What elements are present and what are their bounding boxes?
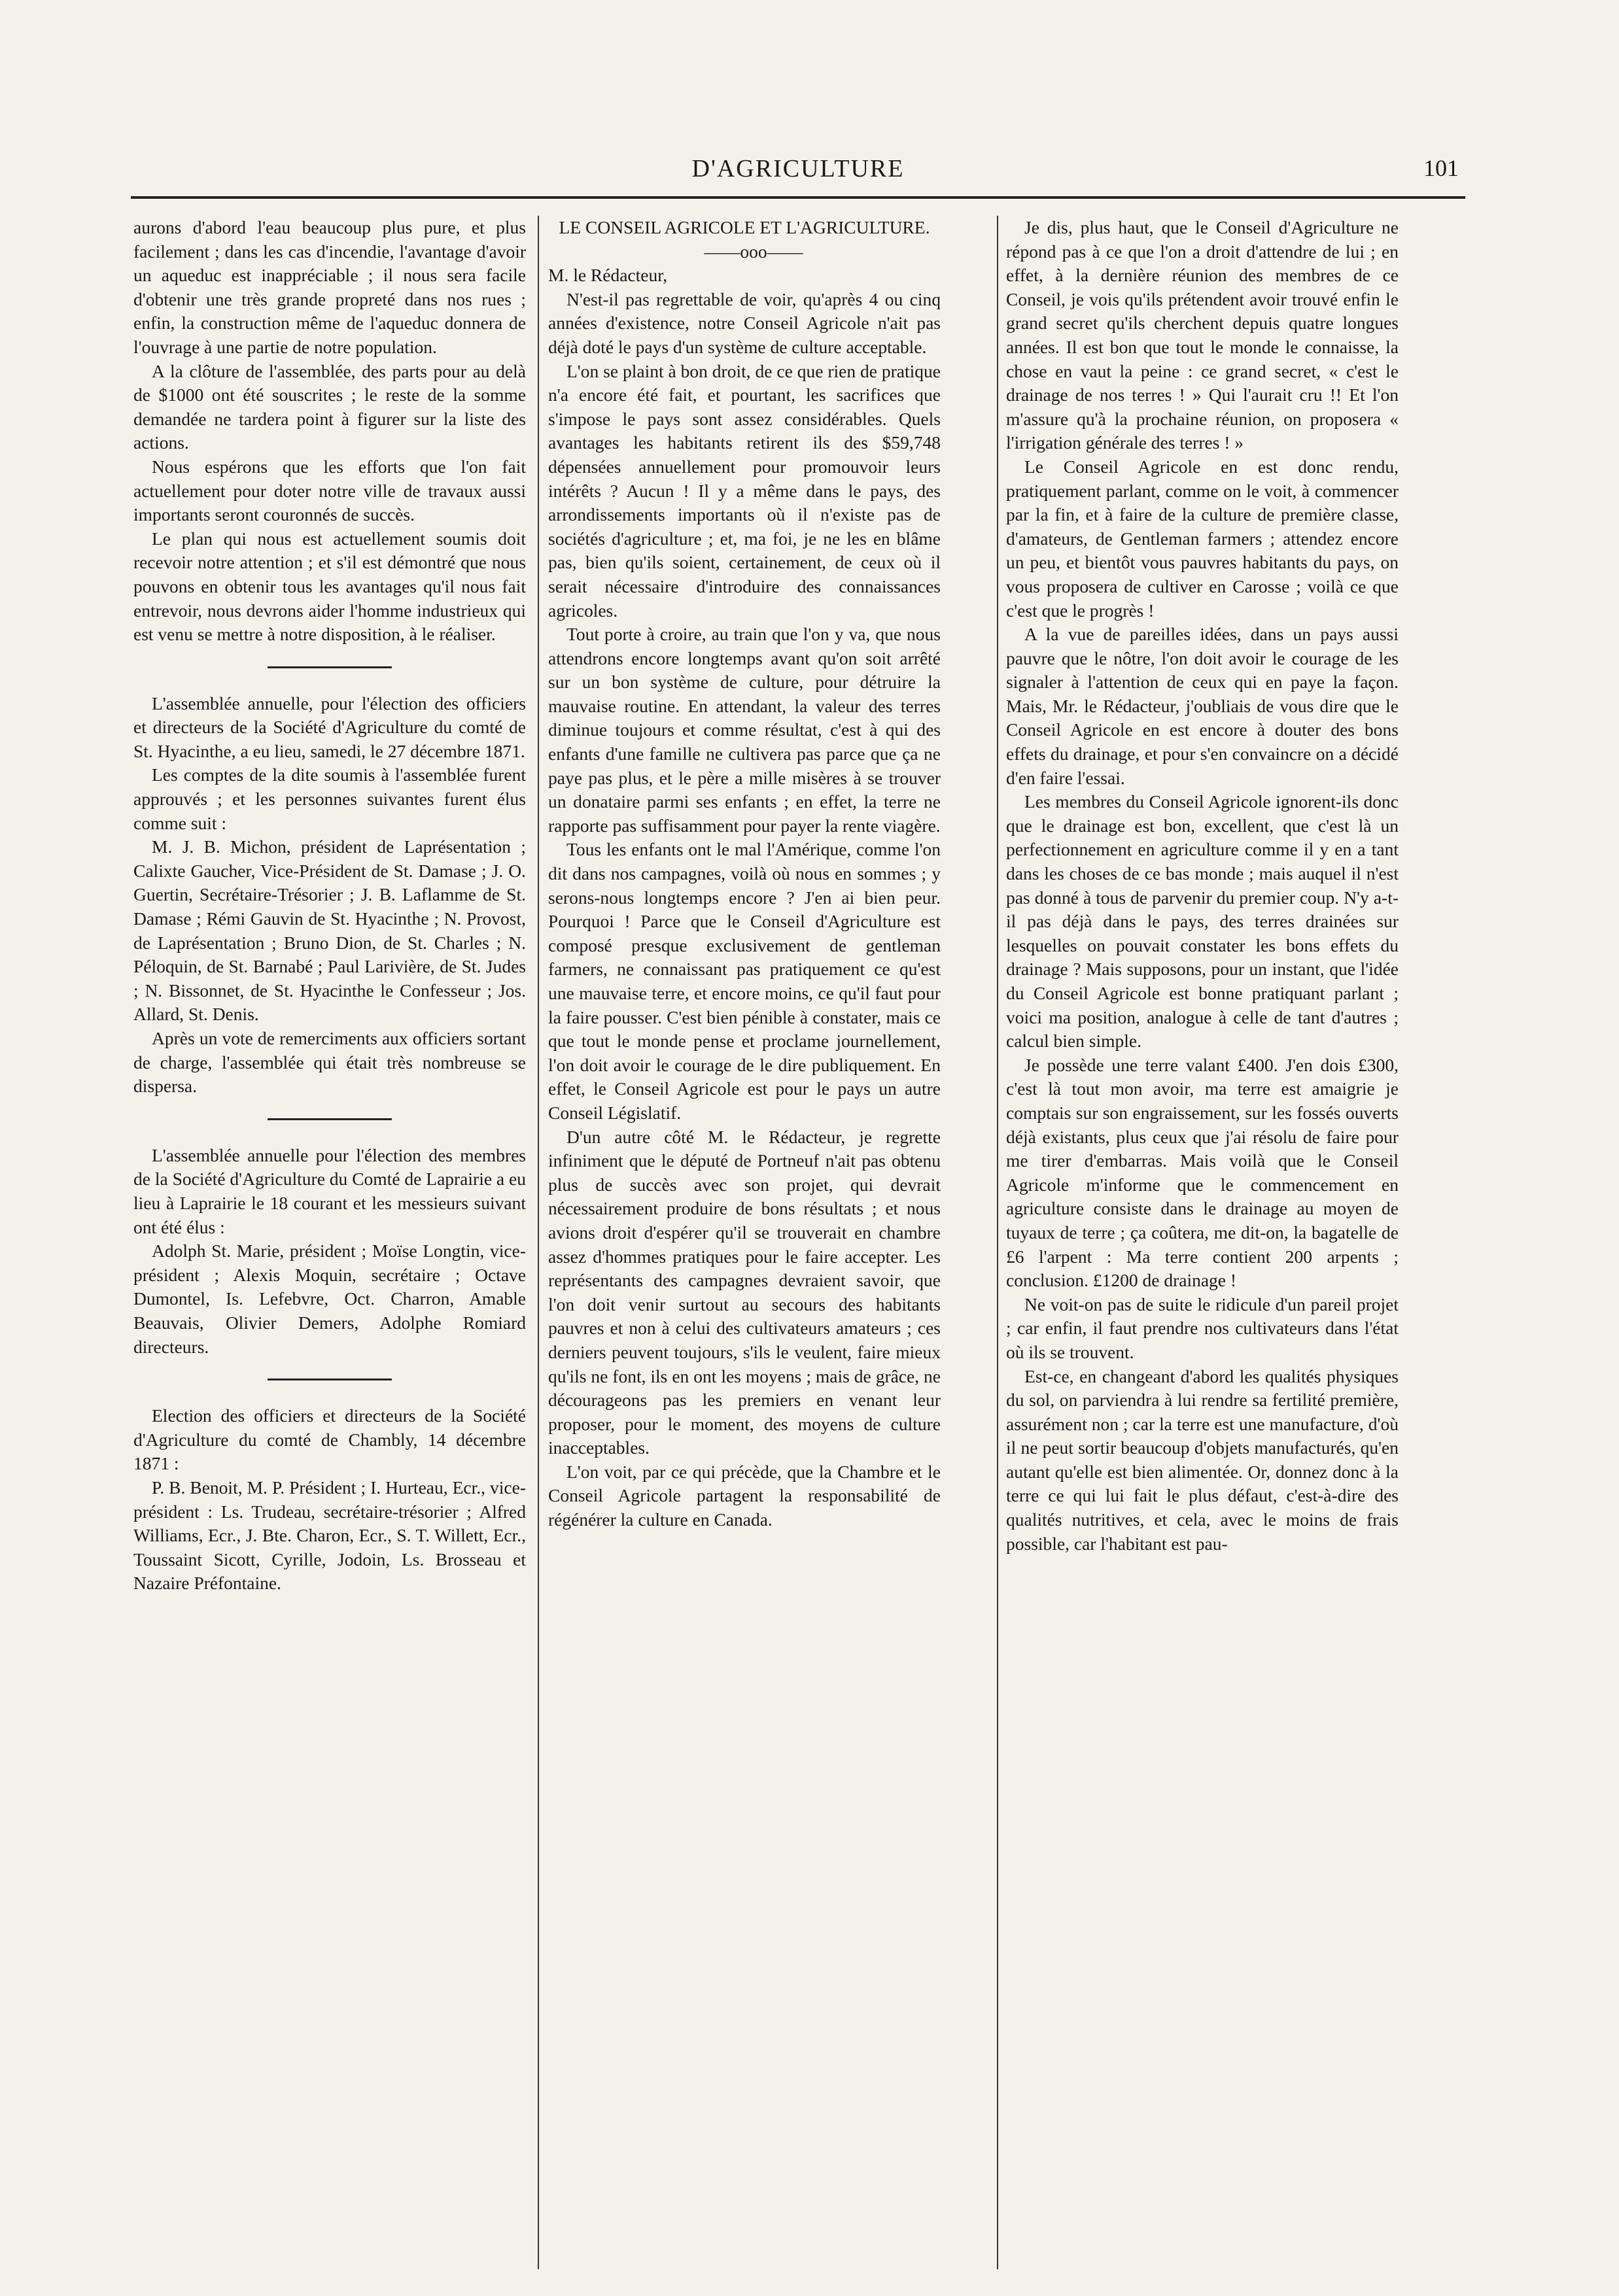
article-title: LE CONSEIL AGRICOLE ET L'AGRICULTURE. xyxy=(559,217,930,237)
paragraph: N'est-il pas regrettable de voir, qu'après 4 ou cinq années d'existence, notre Conseil Agricole n'ait pas déjà doté le pays d'un système de culture acceptable. xyxy=(548,288,941,357)
paragraph: Le Conseil Agricole en est donc rendu, pratiquement parlant, comme on le voit, à commencer par la fin, et à faire de la culture de première classe, d'amateurs, de Gentleman farmers ; attendez encore un peu, et bientôt vous pauvres habitants du pays, on vous proposera de cultiver en Carosse ; voilà ce que c'est que le progrès ! xyxy=(1006,456,1399,621)
page-number: 101 xyxy=(1423,155,1459,181)
paragraph: Nous espérons que les efforts que l'on fait actuellement pour doter notre ville de travaux aussi importants seront couronnés de succès. xyxy=(133,456,526,525)
paragraph: M. J. B. Michon, président de Laprésentation ; Calixte Gaucher, Vice-Président de St. Damase ; J. O. Guertin, Secrétaire-Trésorier ; J. B. Laflamme de St. Damase ; Rémi Gauvin de St. Hyacinthe ; N. Provost, de Laprésentation ; Bruno Dion, de St. Charles ; N. Péloquin, de St. Barnabé ; Paul Larivière, de St. Judes ; N. Bissonnet, de St. Hyacinthe le Confesseur ; Jos. Allard, St. Denis. xyxy=(133,836,526,1025)
section-separator xyxy=(268,666,392,668)
running-title: D'AGRICULTURE xyxy=(691,155,905,182)
section-separator xyxy=(268,1379,392,1380)
section-separator xyxy=(268,1118,392,1120)
column-divider xyxy=(538,216,539,2269)
paragraph: L'assemblée annuelle pour l'élection des membres de la Société d'Agriculture du Comté de Laprairie a eu lieu à Laprairie le 18 courant et les messieurs suivant ont été élus : xyxy=(133,1144,526,1237)
paragraph: aurons d'abord l'eau beaucoup plus pure, et plus facilement ; dans les cas d'incendie, l'avantage d'avoir un aqueduc est inappréciable ; il nous sera facile d'obtenir une très grande propreté dans nos rues ; enfin, la construction même de l'aqueduc donnera de l'ouvrage à une partie de notre population. xyxy=(133,217,526,357)
paragraph: Les membres du Conseil Agricole ignorent-ils donc que le drainage est bon, excellent, que c'est là un perfectionnement en agriculture comme il y en a tant dans les choses de ce bas monde ; mais auquel il n'est pas donné à tous de parvenir du premier coup. N'y a-t-il pas déjà dans le pays, des terres drainées sur lesquelles on pouvait constater les bons effets du drainage ? Mais supposons, pour un instant, que l'idée du Conseil Agricole est bonne pratiquant parlant ; voici ma position, analogue à celle de tant d'autres ; calcul bien simple. xyxy=(1006,791,1399,1052)
page-header xyxy=(131,154,1465,194)
paragraph: L'on voit, par ce qui précède, que la Chambre et le Conseil Agricole partagent la responsabilité de régénérer la culture en Canada. xyxy=(548,1461,941,1530)
column-middle xyxy=(548,216,941,2269)
paragraph: Tous les enfants ont le mal l'Amérique, comme l'on dit dans nos campagnes, voilà où nous en sommes ; y serons-nous longtemps encore ? J'en ai bien peur. Pourquoi ! Parce que le Conseil d'Agriculture est composé presque exclusivement de gentleman farmers, ne connaissant pas pratiquement ce qu'est une mauvaise terre, et encore moins, ce qu'il faut pour la faire pousser. C'est bien pénible à constater, mais ce que tout le monde pense et proclame journellement, l'on doit avoir le courage de le dire publiquement. En effet, le Conseil Agricole est pour le pays un autre Conseil Législatif. xyxy=(548,839,941,1123)
title-ornament: ——ooo—— xyxy=(704,241,803,262)
paragraph: L'on se plaint à bon droit, de ce que rien de pratique n'a encore été fait, et pourtant, les sacrifices que s'impose le pays sont assez considérables. Quels avantages les habitants retirent ils des $59,748 dépensées annuellement pour promouvoir leurs intérêts ? Aucun ! Il y a même dans le pays, des arrondissements importants où il n'existe pas de sociétés d'agriculture ; et, ma foi, je ne les en blâme pas, bien qu'ils soient, certainement, de ceux où il serait nécessaire d'introduire des connaissances agricoles. xyxy=(548,360,941,621)
paragraph: Le plan qui nous est actuellement soumis doit recevoir notre attention ; et s'il est démontré que nous pouvons en obtenir tous les avantages qu'il nous fait entrevoir, nous devrons aider l'homme industrieux qui est venu se mettre à notre disposition, à le réaliser. xyxy=(133,528,526,645)
paragraph: Je dis, plus haut, que le Conseil d'Agriculture ne répond pas à ce que l'on a droit d'attendre de lui ; en effet, à la dernière réunion des membres de ce Conseil, je vois qu'ils prétendent avoir trouvé enfin le grand secret qu'ils cherchent depuis quatre longues années. Il est bon que tout le monde le connaisse, la chose en vaut la peine : ce grand secret, « c'est le drainage de nos terres ! » Qui l'aurait cru !! Et l'on m'assure qu'à la prochaine réunion, on proposera « l'irrigation générale des terres ! » xyxy=(1006,217,1399,453)
column-right xyxy=(1006,216,1399,2269)
paragraph: Adolph St. Marie, président ; Moïse Longtin, vice-président ; Alexis Moquin, secrétaire ; Octave Dumontel, Is. Lefebvre, Oct. Charron, Amable Beauvais, Olivier Demers, Adolphe Romiard directeurs. xyxy=(133,1241,526,1357)
paragraph: A la clôture de l'assemblée, des parts pour au delà de $1000 ont été souscrites ; le reste de la somme demandée ne tardera point à figurer sur la liste des actions. xyxy=(133,360,526,453)
paragraph: Ne voit-on pas de suite le ridicule d'un pareil projet ; car enfin, il faut prendre nos cultivateurs dans l'état où ils se trouvent. xyxy=(1006,1294,1399,1362)
column-left xyxy=(133,216,526,2269)
paragraph: Les comptes de la dite soumis à l'assemblée furent approuvés ; et les personnes suivantes furent élus comme suit : xyxy=(133,764,526,833)
paragraph: D'un autre côté M. le Rédacteur, je regrette infiniment que le député de Portneuf n'ait pas obtenu plus de succès avec son projet, qui devrait nécessairement produire de bons résultats ; et nous avions droit d'espérer qu'il se trouverait en chambre assez d'hommes pratiques pour le faire accepter. Les représentants des campagnes devraient savoir, que l'on doit venir surtout au secours des habitants pauvres et non à celui des cultivateurs amateurs ; ces derniers peuvent toujours, s'ils le veulent, faire mieux qu'ils ne font, ils en ont les moyens ; mais de grâce, ne décourageons pas les premiers en venant leur proposer, pour le moment, des moyens de culture inacceptables. xyxy=(548,1126,941,1458)
paragraph: M. le Rédacteur, xyxy=(548,265,668,286)
paragraph: Tout porte à croire, au train que l'on y va, que nous attendrons encore longtemps avant qu'on soit arrêté sur un bon système de culture, pour détruire la mauvaise routine. En attendant, la valeur des terres diminue toujours et comme résultat, c'est à qui des enfants d'une famille ne cultivera pas parce que ça ne paye pas plus, et le père a mille misères à se trouver un donataire parmi ses enfants ; en effet, la terre ne rapporte pas suffisamment pour payer la rente viagère. xyxy=(548,624,941,836)
header-rule xyxy=(131,196,1465,199)
paragraph: A la vue de pareilles idées, dans un pays aussi pauvre que le nôtre, l'on doit avoir le courage de les signaler à l'attention de ceux qui en paye la façon. Mais, Mr. le Rédacteur, j'oubliais de vous dire que le Conseil Agricole en est encore à douter des bons effets du drainage, et pour s'en convaincre on a décidé d'en faire l'essai. xyxy=(1006,624,1399,788)
paragraph: Après un vote de remerciments aux officiers sortant de charge, l'assemblée qui était très nombreuse se dispersa. xyxy=(133,1028,526,1097)
paragraph: Election des officiers et directeurs de la Société d'Agriculture du comté de Chambly, 14 décembre 1871 : xyxy=(133,1405,526,1474)
paragraph: P. B. Benoit, M. P. Président ; I. Hurteau, Ecr., vice-président : Ls. Trudeau, secrétaire-trésorier ; Alfred Williams, Ecr., J. Bte. Charon, Ecr., S. T. Willett, Ecr., Toussaint Sicott, Cyrille, Jodoin, Ls. Brosseau et Nazaire Préfontaine. xyxy=(133,1477,526,1594)
paragraph: L'assemblée annuelle, pour l'élection des officiers et directeurs de la Société d'Agriculture du comté de St. Hyacinthe, a eu lieu, samedi, le 27 décembre 1871. xyxy=(133,693,526,761)
paragraph: Est-ce, en changeant d'abord les qualités physiques du sol, on parviendra à lui rendre sa fertilité première, assurément non ; car la terre est une manufacture, d'où il ne peut sortir beaucoup d'objets manufacturés, qu'en autant qu'elle est bien alimentée. Or, donnez donc à la terre ce qui lui fait le plus défaut, c'est-à-dire des qualités nutritives, et cela, avec le moins de frais possible, car l'habitant est pau- xyxy=(1006,1365,1399,1554)
column-divider xyxy=(997,216,998,2269)
paragraph: Je possède une terre valant £400. J'en dois £300, c'est là tout mon avoir, ma terre est amaigrie je comptais sur son engraissement, sur les fossés ouverts déjà existants, plus ceux que j'ai résolu de faire pour me tirer d'embarras. Mais voilà que le Conseil Agricole m'informe que le commencement en agriculture consiste dans le drainage au moyen de tuyaux de terre ; ça coûtera, me dit-on, la bagatelle de £6 l'arpent : Ma terre contient 200 arpents ; conclusion. £1200 de drainage ! xyxy=(1006,1054,1399,1291)
